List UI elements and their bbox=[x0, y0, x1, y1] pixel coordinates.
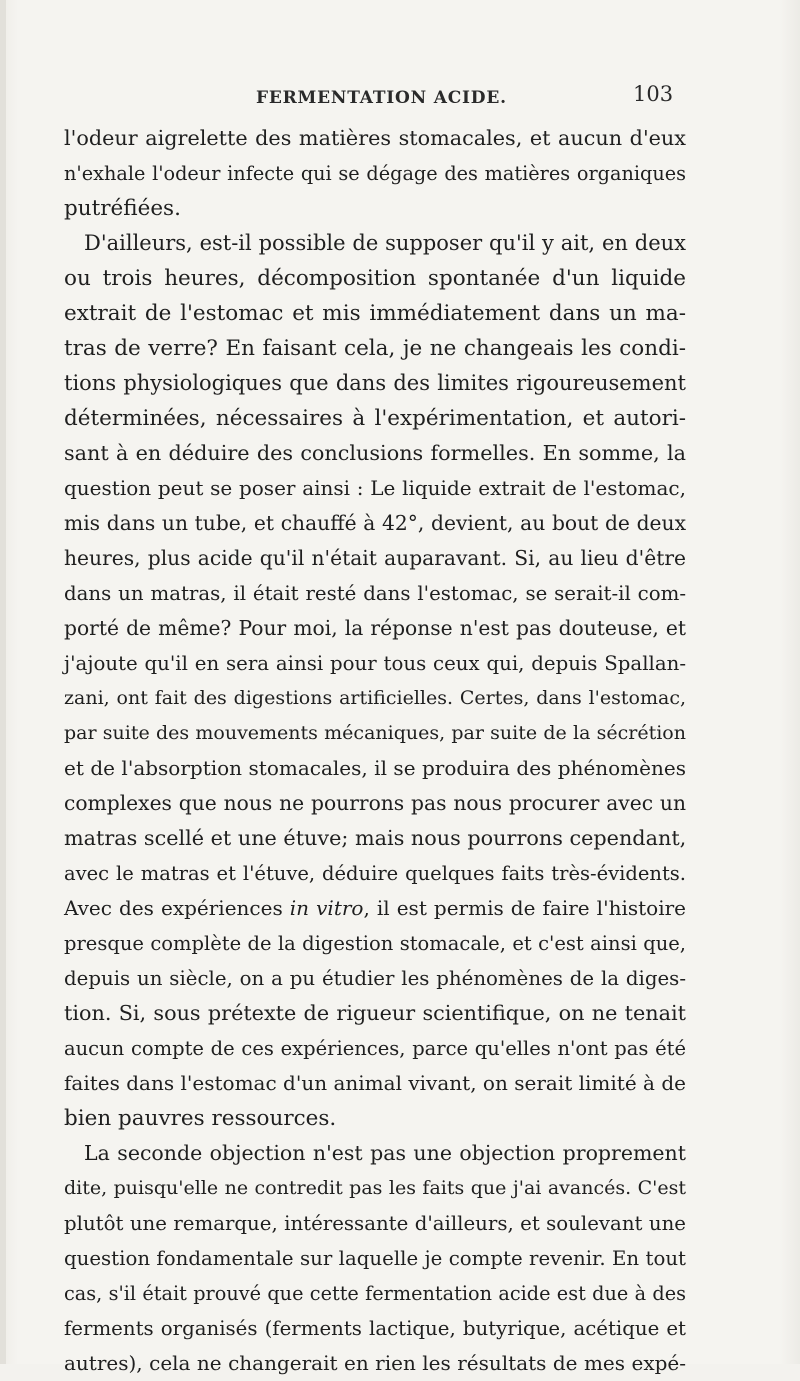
text-line: aucun compte de ces expériences, parce qu'elles n'ont pas été bbox=[64, 1037, 686, 1060]
text-line: avec le matras et l'étuve, déduire quelques faits très-évidents. bbox=[64, 862, 686, 885]
paragraph-start-line: D'ailleurs, est-il possible de supposer qu'il y ait, en deux bbox=[84, 231, 686, 255]
text-line: autres), cela ne changerait en rien les résultats de mes expé- bbox=[64, 1351, 686, 1375]
text-line: plutôt une remarque, intéressante d'ailleurs, et soulevant une bbox=[64, 1212, 686, 1235]
page-edge bbox=[0, 0, 6, 1364]
text-line: heures, plus acide qu'il n'était auparavant. Si, au lieu d'être bbox=[64, 546, 686, 570]
text-line: ferments organisés (ferments lactique, butyrique, acétique et bbox=[64, 1317, 686, 1340]
text-line: dite, puisqu'elle ne contredit pas les faits que j'ai avancés. C'est bbox=[64, 1177, 686, 1199]
text-fragment: , il est permis de faire l'histoire bbox=[363, 896, 686, 920]
text-line: zani, ont fait des digestions artificielles. Certes, dans l'estomac, bbox=[64, 687, 686, 709]
body-text bbox=[64, 121, 686, 1381]
text-line: presque complète de la digestion stomacale, et c'est ainsi que, bbox=[64, 932, 686, 955]
text-line: tion. Si, sous prétexte de rigueur scientifique, on ne tenait bbox=[64, 1001, 686, 1025]
text-line: par suite des mouvements mécaniques, par suite de la sécrétion bbox=[64, 722, 686, 744]
page-number: 103 bbox=[633, 82, 674, 106]
text-line: dans un matras, il était resté dans l'estomac, se serait-il com- bbox=[64, 582, 686, 605]
italic-term: in vitro bbox=[289, 896, 364, 920]
text-fragment: Avec des expériences bbox=[64, 896, 290, 920]
text-line: extrait de l'estomac et mis immédiatement dans un ma- bbox=[64, 301, 686, 326]
text-line: faites dans l'estomac d'un animal vivant, on serait limité à de bbox=[64, 1071, 686, 1095]
text-line: bien pauvres ressources. bbox=[64, 1106, 337, 1131]
text-line: tras de verre? En faisant cela, je ne changeais les condi- bbox=[64, 336, 686, 361]
text-line-italic-phrase bbox=[64, 891, 686, 926]
text-line: mis dans un tube, et chauffé à 42°, devient, au bout de deux bbox=[64, 511, 686, 535]
text-line: j'ajoute qu'il en sera ainsi pour tous ceux qui, depuis Spallan- bbox=[64, 652, 686, 675]
text-line: porté de même? Pour moi, la réponse n'est pas douteuse, et bbox=[64, 616, 686, 640]
text-line: tions physiologiques que dans des limites rigoureusement bbox=[64, 371, 686, 395]
running-title: FERMENTATION ACIDE. bbox=[256, 88, 507, 108]
text-line: ou trois heures, décomposition spontanée d'un liquide bbox=[64, 266, 686, 291]
text-line: question peut se poser ainsi : Le liquide extrait de l'estomac, bbox=[64, 476, 686, 500]
text-line: sant à en déduire des conclusions formelles. En somme, la bbox=[64, 441, 686, 465]
running-header bbox=[0, 82, 800, 112]
text-line: complexes que nous ne pourrons pas nous procurer avec un bbox=[64, 791, 686, 815]
text-line: cas, s'il était prouvé que cette fermentation acide est due à des bbox=[64, 1282, 686, 1305]
text-line: question fondamentale sur laquelle je compte revenir. En tout bbox=[64, 1247, 686, 1270]
text-line: déterminées, nécessaires à l'expérimentation, et autori- bbox=[64, 406, 686, 431]
text-line: et de l'absorption stomacales, il se produira des phénomènes bbox=[64, 756, 686, 780]
text-line: n'exhale l'odeur infecte qui se dégage des matières organiques bbox=[64, 162, 686, 185]
text-line: depuis un siècle, on a pu étudier les phénomènes de la diges- bbox=[64, 967, 686, 990]
paragraph-start-line: La seconde objection n'est pas une objection proprement bbox=[84, 1141, 686, 1165]
text-line: putréfiées. bbox=[64, 196, 181, 221]
text-line: matras scellé et une étuve; mais nous pourrons cependant, bbox=[64, 826, 687, 850]
text-line: l'odeur aigrelette des matières stomacales, et aucun d'eux bbox=[64, 126, 686, 150]
